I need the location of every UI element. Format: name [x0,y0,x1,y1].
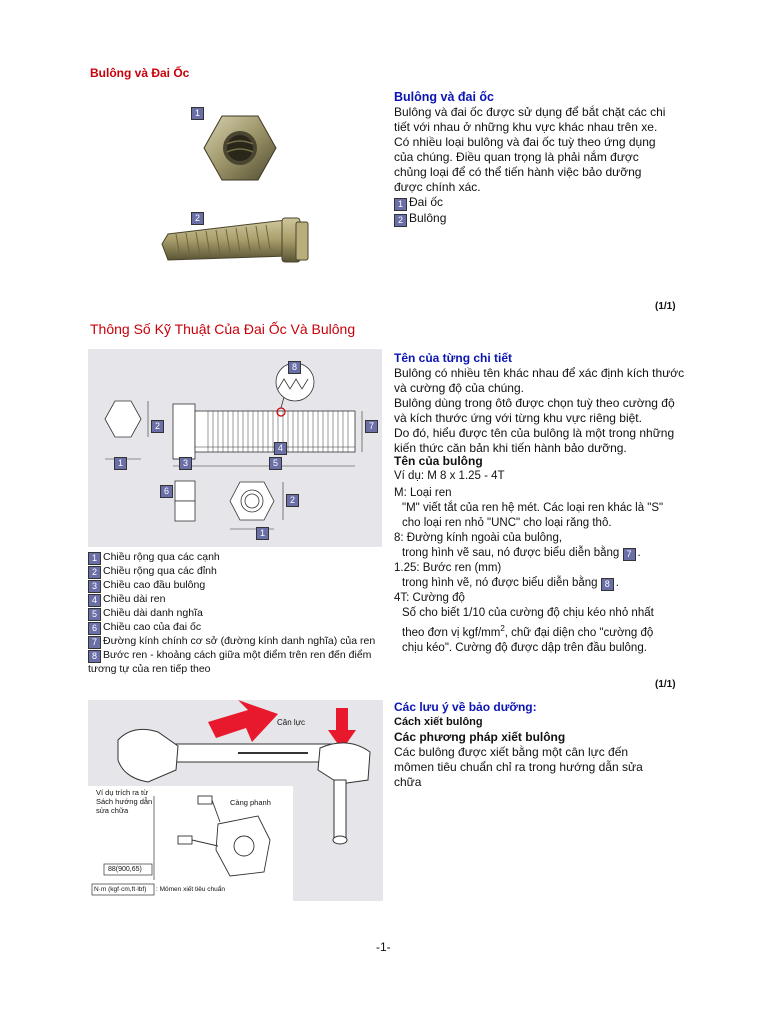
diagram-callout: 6 [160,485,173,498]
diagram-callout: 2 [151,420,164,433]
list-item: 3 Chiều cao đầu bulông [88,579,388,593]
list-item: 6 Chiều cao của đai ốc [88,621,388,635]
torque-label: : Mômen xiết tiêu chuẩn [156,886,226,893]
section3-sub1: Cách xiết bulông [394,716,483,728]
bolt-dimension-diagram [88,349,382,547]
diagram-callout: 3 [179,457,192,470]
nut-icon [200,108,280,188]
section1-heading: Bulông và Đai Ốc [90,66,190,80]
diagram-callout: 5 [269,457,282,470]
section1-paragraph: Bulông và đai ốc được sử dụng để bắt chặt các chi tiết với nhau ở những khu vực khác nhau trên xe. Có nhiều loại bulông và đai ốc tuỳ theo ứng dụng của chúng. Điều quan trọng là phải nắm được chủng loại để có thể tiến hành việc bảo dưỡng được chính xác. 1 Đai ốc 2 Bulông [394,105,694,227]
diagram-callout: 1 [256,527,269,540]
wrench-label: Cân lực [277,718,306,727]
diagram-callout: 4 [274,442,287,455]
list-item: 5 Chiều dài danh nghĩa [88,607,388,621]
page-indicator-2: (1/1) [655,679,676,690]
diagram-callout: 1 [114,457,127,470]
list-item: 8 Bước ren - khoảng cách giữa một điểm trên ren đến điểm [88,649,388,663]
dimension-legend: 1 Chiều rộng qua các cạnh 2 Chiều rộng qua các đỉnh 3 Chiều cao đầu bulông 4 Chiều dài ren 5 Chiều dài danh nghĩa 6 Chiều cao của đai ốc 7 Đường kính chính cơ sở (đường kính danh nghĩa) của ren 8 Bước ren - khoảng cách giữa một điểm trên ren đến điểm tương tự của ren tiếp theo [88,551,388,676]
bolt-icon [158,216,318,272]
bolt-name-body: Ví dụ: M 8 x 1.25 - 4T M: Loại ren "M" viết tắt của ren hệ mét. Các loại ren khác là "S" cho loại ren nhỏ "UNC" cho loại răng thô. 8: Đường kính ngoài của bulông, trong hình vẽ sau, nó được biểu diễn bằng 7 . 1.25: Bước ren (mm) trong hình vẽ, nó được biểu diễn bằng 8 . 4T: Cường độ Số cho biết 1/10 của cường độ chịu kéo nhỏ nhất theo đơn vị kgf/$mm^2$, chữ đại diện cho "cường độ chịu kéo". Cường độ được dập trên đầu bulông. [394,470,664,654]
diagram-callout: 8 [288,361,301,374]
diagram-callout: 7 [365,420,378,433]
diagram-callout: 2 [286,494,299,507]
section3-title: Các lưu ý về bảo dưỡng: [394,700,537,714]
source-label: Ví dụ trích ra từ Sách hướng dẫn sửa chữa [96,788,153,815]
section2-body: Bulông có nhiều tên khác nhau để xác định kích thước và cường độ của chúng. Bulông dùng trong ôtô được chọn tuỳ theo cường độ và kích thước ứng với từng khu vực riêng biệt. Do đó, hiểu được tên của bulông là một trong những kiến thức căn bản khi tiến hành bảo dưỡng. [394,366,685,455]
list-item: 7 Đường kính chính cơ sở (đường kính danh nghĩa) của ren [88,635,388,649]
list-item: 2 Bulông [394,211,694,227]
torque-unit: N·m (kgf·cm,ft·lbf) [94,886,147,893]
section2-heading: Thông Số Kỹ Thuật Của Đai Ốc Và Bulông [90,321,356,337]
torque-wrench-illustration [88,700,383,901]
caliper-label: Càng phanh [230,798,271,807]
list-item: 2 Chiều rộng qua các đỉnh [88,565,388,579]
bolt-name-title: Tên của bulông [394,454,483,468]
callout-2: 2 [191,212,204,225]
callout-1: 1 [191,107,204,120]
page-indicator-1: (1/1) [655,301,676,312]
list-item: 4 Chiều dài ren [88,593,388,607]
list-item: 1 Đai ốc [394,195,694,211]
section3-paragraph: Các bulông được xiết bằng một cân lực đến mômen tiêu chuẩn chỉ ra trong hướng dẫn sửa chữa [394,745,643,789]
section1-title: Bulông và đai ốc [394,90,495,104]
torque-value: 88(900,65) [108,866,142,873]
list-item: 1 Chiều rộng qua các cạnh [88,551,388,565]
section2-title: Tên của từng chi tiết [394,351,513,365]
section3-sub2: Các phương pháp xiết bulông [394,730,566,744]
page-number: -1- [376,940,391,954]
